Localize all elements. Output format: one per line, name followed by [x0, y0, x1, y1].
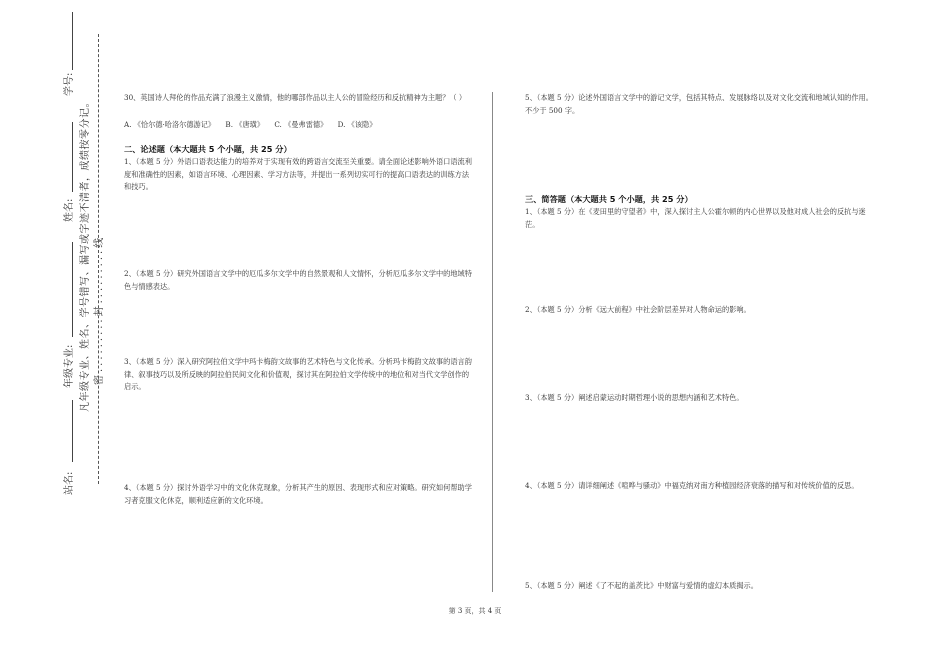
short-question-1: 1、（本题 5 分）在《麦田里的守望者》中，深入探讨主人公霍尔顿的内心世界以及他对成人社会的反抗与迷茫。 [525, 207, 866, 229]
section-2-title: 二、论述题（本大题共 5 个小题，共 25 分） [124, 144, 292, 154]
essay-question-3: 3、（本题 5 分）深入研究阿拉伯文学中玛卡梅韵文故事的艺术特色与文化传承。分析玛卡梅韵文故事的语言韵律、叙事技巧以及所反映的阿拉伯民间文化和价值观，探讨其在阿拉伯文学传统中的地位和对当代文学创作的启示。 [124, 357, 472, 391]
question-30-options [124, 119, 474, 132]
short-question-3: 3、（本题 5 分）阐述启蒙运动时期哲理小说的思想内涵和艺术特色。 [525, 393, 744, 402]
option-d: D. 《该隐》 [337, 120, 377, 129]
essay-question-5: 5、（本题 5 分）论述外国语言文学中的游记文学，包括其特点、发展脉络以及对文化交流和地域认知的作用。不少于 500 字。 [525, 93, 873, 115]
venue-label: 站名: [64, 471, 75, 495]
page-footer: 第 3 页，共 4 页 [448, 607, 502, 615]
essay-question-1: 1、（本题 5 分）外语口语表达能力的培养对于实现有效的跨语言交流至关重要。请全面论述影响外语口语流利度和准确性的因素，如语言环境、心理因素、学习方法等，并提出一系列切实可行的提高口语表达的训练方法和技巧。 [124, 157, 472, 191]
essay-question-4: 4、（本题 5 分）探讨外语学习中的文化休克现象，分析其产生的原因、表现形式和应对策略。研究如何帮助学习者克服文化休克，顺利适应新的文化环境。 [124, 483, 472, 505]
section-3-title: 三、简答题（本大题共 5 个小题，共 25 分） [525, 194, 693, 204]
option-a: A. 《恰尔德·哈洛尔德游记》 [124, 120, 216, 129]
grade-major-line [72, 242, 73, 337]
student-id-line [72, 12, 73, 70]
question-30: 30、英国诗人拜伦的作品充满了浪漫主义激情，他的哪部作品以主人公的冒险经历和反抗精神为主题？（ ） [124, 93, 467, 102]
name-line [72, 122, 73, 192]
column-divider [492, 92, 493, 592]
cut-dashed-line [98, 34, 99, 484]
binding-notice: 凡年级专业、姓名、学号错写、漏写或字迹不清者，成绩按零分记。 [80, 97, 91, 412]
option-b: B. 《唐璜》 [225, 120, 265, 129]
binding-margin [0, 0, 110, 672]
seal-line-text: 密.........封.........线 [94, 234, 105, 385]
student-id-label: 学号: [64, 72, 75, 96]
name-label: 姓名: [64, 198, 75, 222]
grade-major-label: 年级专业: [64, 344, 75, 388]
essay-question-2: 2、（本题 5 分）研究外国语言文学中的厄瓜多尔文学中的自然景观和人文情怀，分析厄瓜多尔文学中的地域特色与情感表达。 [124, 269, 472, 291]
short-question-5: 5、（本题 5 分）阐述《了不起的盖茨比》中财富与爱情的虚幻本质揭示。 [525, 581, 758, 590]
venue-line [72, 400, 73, 462]
option-c: C. 《曼弗雷德》 [274, 120, 328, 129]
short-question-4: 4、（本题 5 分）请详细阐述《喧哗与骚动》中福克纳对南方种植园经济衰落的描写和对传统价值的反思。 [525, 481, 859, 490]
short-question-2: 2、（本题 5 分）分析《远大前程》中社会阶层差异对人物命运的影响。 [525, 305, 751, 314]
